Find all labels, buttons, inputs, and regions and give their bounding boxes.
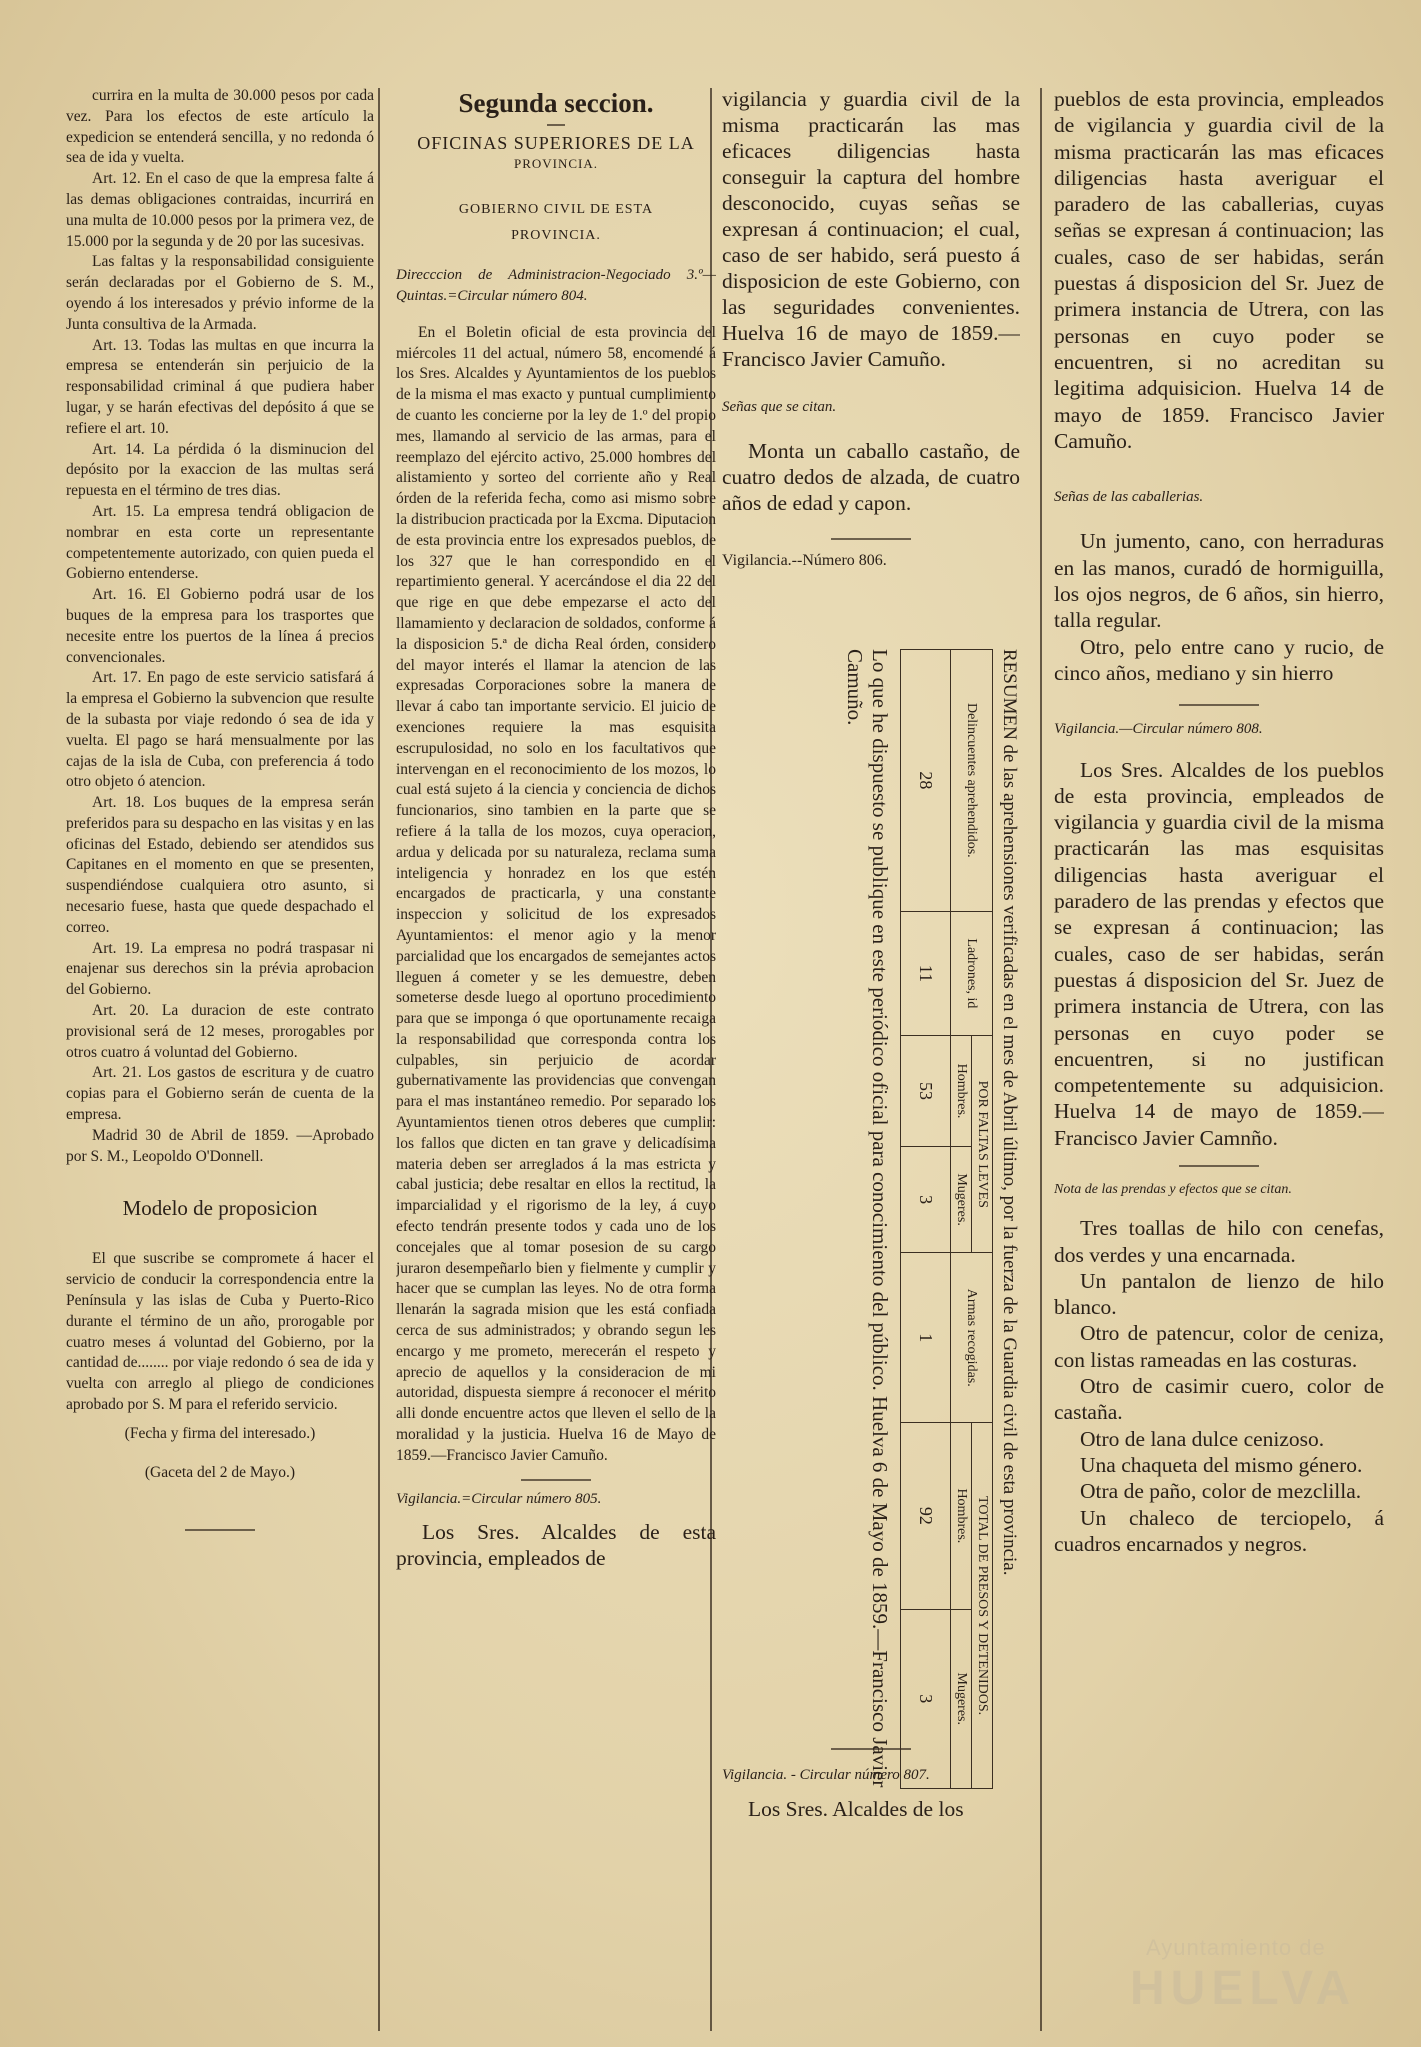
article-13: Art. 13. Todas las multas en que incurra la empresa se entenderán sin perjuicio de la responsabilidad criminal á que pudiera haber lugar, y se harán efectivas del depósito á que se refiere el art. 10. [66, 336, 374, 437]
cell: 1 [901, 1253, 951, 1423]
paragraph: currira en la multa de 30.000 pesos por cada vez. Para los efectos de este artículo la expedicion se entenderá sencilla, y no redonda ó sea de ida y vuelta. [66, 87, 374, 167]
col-total-mugeres: Mugeres. [951, 1609, 972, 1788]
nota-item: Tres toallas de hilo con cenefas, dos verdes y una encarnada. [1054, 1216, 1384, 1267]
article-16: Art. 16. El Gobierno podrá usar de los buques de la empresa para los trasportes que necesite entre los puertos de la línea á precios convencionales. [66, 586, 374, 666]
nota-heading: Nota de las prendas y efectos que se citan. [1054, 1181, 1292, 1197]
vigilancia-807-heading: Vigilancia. - Circular número 807. [722, 1767, 930, 1783]
article-12: Art. 12. En el caso de que la empresa falte á las demas obligaciones contraidas, incurrirá en una multa de 10.000 pesos por la primera vez, de 15.000 por la segunda y de 20 por las sucesivas. [66, 170, 374, 250]
gobierno-heading: GOBIERNO CIVIL DE ESTA PROVINCIA. [458, 201, 654, 243]
modelo-heading: Modelo de proposicion [122, 1196, 318, 1221]
firma-note: (Fecha y firma del interesado.) [124, 1424, 316, 1442]
cell: 53 [901, 1036, 951, 1147]
nota-item: Un chaleco de terciopelo, á cuadros encarnados y negros. [1054, 1505, 1384, 1556]
senas-text: Monta un caballo castaño, de cuatro dedos de alzada, de cuatro años de edad y capon. [722, 439, 1020, 515]
separator [1179, 1165, 1259, 1167]
cell: 11 [901, 911, 951, 1036]
nota-item: Otro de patencur, color de ceniza, con listas rameadas en las costuras. [1054, 1321, 1384, 1372]
nota-item: Un pantalon de lienzo de hilo blanco. [1054, 1268, 1384, 1320]
col-ladrones: Ladrones, id [951, 911, 993, 1036]
column-rule [378, 88, 380, 2031]
cell: 3 [901, 1146, 951, 1253]
vigilancia-806-heading: Vigilancia.--Número 806. [722, 552, 887, 569]
nota-item: Otro de casimir cuero, color de castaña. [1054, 1374, 1384, 1425]
header-faltas-leves: POR FALTAS LEVES [972, 1036, 993, 1253]
resumen-table [900, 649, 993, 1789]
caballeria-2: Otro, pelo entre cano y rucio, de cinco años, mediano y sin hierro [1054, 634, 1384, 685]
article-18: Art. 18. Los buques de la empresa serán preferidos para su despacho en las visitas y en las oficinas del Estado, debiendo ser atendidos sus Capitanes en el momento en que se presenten, suspendiéndose cualquiera otro asunto, si necesario fuese, hasta que quede despachado el correo. [66, 794, 374, 936]
nota-item: Una chaqueta del mismo género. [1080, 1452, 1363, 1477]
article-17: Art. 17. En pago de este servicio satisfará á la empresa el Gobierno la subvencion que resulte de la subasta por viaje redondo ó sea de ida y vuelta. El pago se hará mensualmente por las cajas de la isla de Cuba, con preferencia á todo otro objeto ó atencion. [66, 669, 374, 791]
separator [521, 1479, 591, 1481]
paragraph: vigilancia y guardia civil de la misma practicarán las mas eficaces diligencias hasta conseguir la captura del hombre desconocido, cuyas señas se expresan á continuacion; el cual, caso de ser habido, será puesto á disposicion de este Gobierno, con las seguridades convenientes. Huelva 16 de mayo de 1859.—Francisco Javier Camuño. [722, 87, 1020, 371]
table-title: RESUMEN de las aprehensiones verificadas en el mes de Abril último, por la fuerza de la Guardia civil de esta provincia. [999, 649, 1020, 1576]
separator [547, 124, 565, 126]
caballeria-1: Un jumento, cano, con herraduras en las manos, curadó de hormiguilla, los ojos negros, de 6 años, sin hierro, talla regular. [1054, 529, 1384, 633]
vigilancia-805-text: Los Sres. Alcaldes de esta provincia, empleados de [396, 1520, 716, 1571]
watermark-line-2: HUELVA [1130, 1962, 1357, 2015]
paragraph-faltas: Las faltas y la responsabilidad consiguiente serán declaradas por el Gobierno de S. M., oyendo á los interesados y prévio informe de la Junta consultiva de la Armada. [66, 253, 374, 333]
oficinas-heading: OFICINAS SUPERIORES DE LA [417, 133, 695, 153]
paragraph: pueblos de esta provincia, empleados de vigilancia y guardia civil de la misma practicarán las mas eficaces diligencias hasta averiguar el paradero de las caballerias, cuyas señas se expresan á continuacion; las cuales, caso de ser habidas, serán puestas á disposicion del Sr. Juez de primera instancia de Utrera, con las personas en cuyo poder se encuentren, si no acreditan su legitima adquisicion. Huelva 14 de mayo de 1859. Francisco Javier Camuño. [1054, 87, 1384, 453]
nota-item: Otro de lana dulce cenizoso. [1080, 1426, 1325, 1451]
col-armas: Armas recogidas. [951, 1253, 993, 1423]
cell: 28 [901, 650, 951, 912]
table-row [901, 650, 951, 1789]
provincia-heading: PROVINCIA. [513, 156, 599, 171]
col-total-hombres: Hombres. [951, 1423, 972, 1609]
column-4 [1054, 86, 1384, 2035]
caballerias-heading: Señas de las caballerias. [1054, 489, 1204, 506]
col-delincuentes: Delincuentes aprehendidos. [951, 650, 993, 912]
resumen-table-block [751, 635, 1021, 1810]
vigilancia-808-heading: Vigilancia.—Circular número 808. [1054, 721, 1263, 738]
vigilancia-807-text: Los Sres. Alcaldes de los [748, 1797, 964, 1821]
col-hombres: Hombres. [951, 1036, 972, 1147]
signature-date: Madrid 30 de Abril de 1859. —Aprobado por S. M., Leopoldo O'Donnell. [66, 1126, 374, 1165]
article-21: Art. 21. Los gastos de escritura y de cuatro copias para el Gobierno serán de cuenta de la empresa. [66, 1064, 374, 1124]
vigilancia-805-heading: Vigilancia.=Circular número 805. [396, 1490, 602, 1507]
column-rule [1040, 88, 1042, 2031]
article-15: Art. 15. La empresa tendrá obligacion de nombrar en esta corte un representante competentemente autorizado, con quien pueda el Gobierno entenderse. [66, 502, 374, 583]
watermark-line-1: Ayuntamiento de [1146, 1935, 1326, 1960]
table-header-row [972, 650, 993, 1789]
senas-heading: Señas que se citan. [722, 399, 837, 415]
cell: 92 [901, 1423, 951, 1609]
modelo-text: El que suscribe se compromete á hacer el servicio de conducir la correspondencia entre la Península y las islas de Cuba y Puerto-Rico durante el término de un año, prorogable por cuatro meses á voluntad del Gobierno, por la cantidad de........ por viaje redondo ó sea de ida y vuelta con arreglo al pliego de condiciones aprobado por S. M para el referido servicio. [66, 1250, 374, 1414]
watermark-logo [1130, 1935, 1356, 2016]
column-2 [396, 86, 716, 2035]
article-19: Art. 19. La empresa no podrá traspasar ni enajenar sus derechos sin la prévia aprobacion del Gobierno. [66, 939, 374, 999]
circular-808-text: Los Sres. Alcaldes de los pueblos de esta provincia, empleados de vigilancia y guardia civil de la misma practicarán las mas esquisitas diligencias hasta averiguar el paradero de las prendas y efectos que se expresan á continuacion; las cuales, caso de ser habidas, serán puestas á disposicion del Sr. Juez de primera instancia de Utrera, con las personas en cuyo poder se encuentren, si no justifican competentemente su adquisicion. Huelva 14 de mayo de 1859.—Francisco Javier Camnño. [1054, 757, 1384, 1150]
separator [1179, 704, 1259, 706]
header-total: TOTAL DE PRESOS Y DETENIDOS. [972, 1423, 993, 1789]
article-14: Art. 14. La pérdida ó la disminucion del depósito por la exaccion de las multas será repuesta en el término de tres dias. [66, 440, 374, 500]
cell: 3 [901, 1609, 951, 1788]
direccion-heading: Direcccion de Administracion-Negociado 3.º—Quintas.=Circular número 804. [396, 266, 716, 304]
nota-item: Otra de paño, color de mezclilla. [1080, 1479, 1362, 1504]
gaceta-source: (Gaceta del 2 de Mayo.) [144, 1463, 296, 1481]
table-footnote: Lo que he dispuesto se publique en este periódico oficial para conocimiento del público. Huelva 6 de Mayo de 1859.—Francisco Javier Camuño. [843, 649, 892, 1788]
article-20: Art. 20. La duracion de este contrato provisional será de 12 meses, prorogables por otros cuatro á voluntad del Gobierno. [66, 1002, 374, 1061]
section-title: Segunda seccion. [458, 88, 654, 118]
separator [831, 538, 911, 540]
col-mugeres: Mugeres. [951, 1146, 972, 1253]
separator [185, 1529, 255, 1531]
column-1 [66, 86, 374, 2035]
circular-804-body: En el Boletin oficial de esta provincia del miércoles 11 del actual, número 58, encomendé á los Sres. Alcaldes y Ayuntamientos de los pueblos de la misma el mas exacto y puntual cumplimiento de cuanto les concierne por la ley de 1.º del propio mes, llamando al servicio de las armas, para el reemplazo del ejército activo, 25.000 hombres del alistamiento y sorteo del corriente año y Real órden de la referida fecha, como asi mismo sobre la distribucion practicada por la Excma. Diputacion de esta provincia entre los expresados pueblos, de los 327 que le han correspondido en el repartimiento general. Y acercándose el dia 22 del que rige en que debe empezarse el acto del llamamiento y declaracion de soldados, conforme á la disposicion 5.ª de dicha Real órden, considero del mayor interés el llamar la atencion de las expresadas Corporaciones sobre la manera de llevar á cabo tan importante servicio. El juicio de exenciones requiere la mas esquisita escrupulosidad, no solo en los facultativos que intervengan en el reconocimiento de los mozos, lo cual está sujeto á la ciencia y conciencia de dichos funcionarios, sino tambien en la parte que se refiere á la talla de los mozos, cuya operacion, ardua y delicada por su naturaleza, reclama suma inteligencia y honradez en los que estén encargados de practicarla, y una constante inspeccion y solicitud de los expresados Ayuntamientos: el menor agio y la menor parcialidad que los encargados de semejantes actos lleguen á cometer y se les demuestre, deben someterse desde luego al oportuno procedimiento para que se imponga ó que oportunamente recaiga la responsabilidad que corresponda contra los culpables, sin perjuicio de acordar gubernativamente las providencias que convengan para el mas instantáneo remedio. Por separado los Ayuntamientos tienen otros deberes que cumplir: los fallos que dicten en tan grave y delicadísima materia deben ser arreglados á la mas estricta y cabal justicia; debe resaltar en ellos la rectitud, la imparcialidad y el rigorismo de la ley, á cuyo efecto tendrán presente todos y cada uno de los concejales que al tomar posesion de su cargo juraron desempeñarlo bien y fielmente y cumplir y hacer que se cumplan las leyes. No de otra forma llenarán la sagrada mision que les está confiada cerca de sus administrados; y obrando segun les encargo y me prometo, merecerán el respeto y aprecio de aquellos y la consideracion de mi autoridad, dispuesta siempre á reconocer el mérito alli donde encuentre actos que lleven el sello de la moralidad y la justicia. Huelva 16 de Mayo de 1859.—Francisco Javier Camuño. [396, 323, 716, 1464]
